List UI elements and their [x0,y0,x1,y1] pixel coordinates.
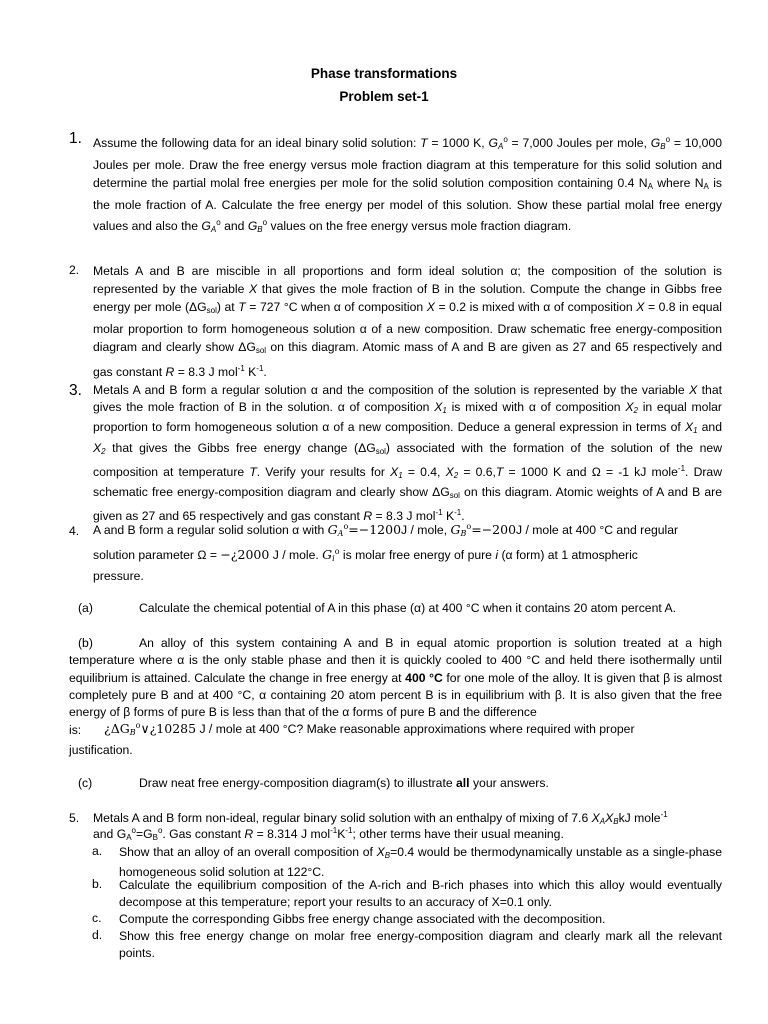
question-5b-label: b. [92,877,103,891]
question-2-text: Metals A and B are miscible in all proportions and form ideal solution α; the composition of the solution is represented by the variable X that gives the mole fraction of B in the solution. Compute the change in Gibbs free energy per mole $(\Delta G_{sol})$ at T = 727 °C when α of composition X = 0.2 is mixed with α of composition X = 0.8 in equal molar proportion to form homogeneous solution α of a new composition. Draw schematic free energy-composition diagram and clearly show $\Delta G_{sol}$ on this diagram. Atomic mass of A and B are given as 27 and 65 respectively and gas constant R = 8.3 J mol$^{-1}$ $K^{-1}$. [93,264,722,379]
question-5a-label: a. [92,844,103,858]
question-5c-label: c. [92,911,102,925]
question-4b-text: (b) An alloy of this system containing A and B in equal atomic proportion is solution treated at a high temperature where α is the only stable phase and then it is quickly cooled to 400 °C and held there isothermally until equilibrium is attained. Calculate the change in free energy at 400 °C for one mole of the alloy. It is given that β is almost completely pure B and at 400 °C, α containing 20 atom percent B is in equilibrium with β. It is also given that the free energy of β forms of pure B is less than that of the α forms of pure B and the difference [69,636,722,720]
question-4b-last-line: justification. [69,743,133,757]
question-1-number: 1. [69,130,82,147]
question-3-text: Metals A and B form a regular solution α and the composition of the solution is represented by the variable X that gives the mole fraction of B in the solution. α of composition $X_1$ is mixed with α of composition $X_2$ in equal molar proportion to form homogeneous solution α of a new composition. Deduce a general expression in terms of $X_1$ and $X_2$ that gives the Gibbs free energy change $(\Delta G_{sol})$ associated with the formation of the solution of the new composition at temperature T. Verify your results for $X_1 = 0.4$, $X_2 = 0.6,T = 1000$ K and Ω = -1 kJ mole$^{-1}$. Draw schematic free energy-composition diagram and clearly show $\Delta G_{sol}$ on this diagram. Atomic weights of A and B are given as 27 and 65 respectively and gas constant R = 8.3 J mol$^{-1}$ $K^{-1}$. [93,383,723,524]
question-4b-label: (b) [78,636,93,650]
question-5d-text: Show this free energy change on molar free energy-composition diagram and clearly mark all the relevant points. [119,929,722,960]
question-5-line-1: Metals A and B form non-ideal, regular binary solid solution with an enthalpy of mixing of 7.6 $X_AX_BkJ$ mole$^{-1}$ [93,810,668,826]
question-5b-text: Calculate the equilibrium composition of the A-rich and B-rich phases into which this alloy would eventually decompose at this temperature; report your results to an accuracy of X=0.1 only. [119,878,722,909]
question-5d-label: d. [92,928,103,942]
question-2-number: 2. [69,263,80,277]
question-5-number: 5. [69,811,80,825]
document-subtitle: Problem set-1 [339,89,429,104]
question-4b-equation: ¿$\Delta G_B^o\vee¿10285$ [104,721,197,737]
question-4-line-2: solution parameter Ω = −¿2000 J / mole. $G_i^o$ is molar free energy of pure i (α form) at 1 atmospheric [93,547,638,563]
question-4-number: 4. [69,524,80,538]
question-4a-text: Calculate the chemical potential of A in this phase (α) at 400 °C when it contains 20 atom percent A. [139,601,676,615]
question-4a-label: (a) [78,601,93,615]
question-5-line-2: and $G_A^o=G_B^o$. Gas constant R = 8.314 J $mol^{-1}K^{-1}$; other terms have their usual meaning. [93,826,564,842]
question-5a-text: Show that an alloy of an overall composition of $X_B=0.4$ would be thermodynamically unstable as a single-phase homogeneous solid solution at 122°C. [119,845,722,879]
question-4-line-3: pressure. [93,569,144,583]
question-5c-text: Compute the corresponding Gibbs free energy change associated with the decomposition. [119,912,606,926]
question-4b-is-label: is: [69,723,82,737]
question-4c-label: (c) [78,776,93,790]
question-4c-text: Draw neat free energy-composition diagram(s) to illustrate all your answers. [139,776,549,790]
question-4-line-1: A and B form a regular solid solution α with $G_A^o=-1200J$ / mole, $G_B^o=-200J$ / mole at 400 °C and regular [93,522,679,538]
question-4b-equation-line: ¿$\Delta G_B^o\vee¿10285$ J / mole at 400 °C? Make reasonable approximations where required with proper [104,721,635,737]
question-1-text: Assume the following data for an ideal binary solid solution: T = 1000 K, $G_A^o = 7,000$ Joules per mole, $G_B^o = 10,000$ Joules per mole. Draw the free energy versus mole fraction diagram at this temperature for this solid solution and determine the partial molal free energies per mole for the solid solution composition containing 0.4 $N_A$ where $N_A$ is the mole fraction of A. Calculate the free energy per model of this solution. Show these partial molal free energy values and also the $G_A^o$ and $G_B^o$ values on the free energy versus mole fraction diagram. [93,135,723,234]
question-3-number: 3. [69,382,82,399]
document-title: Phase transformations [310,66,458,81]
